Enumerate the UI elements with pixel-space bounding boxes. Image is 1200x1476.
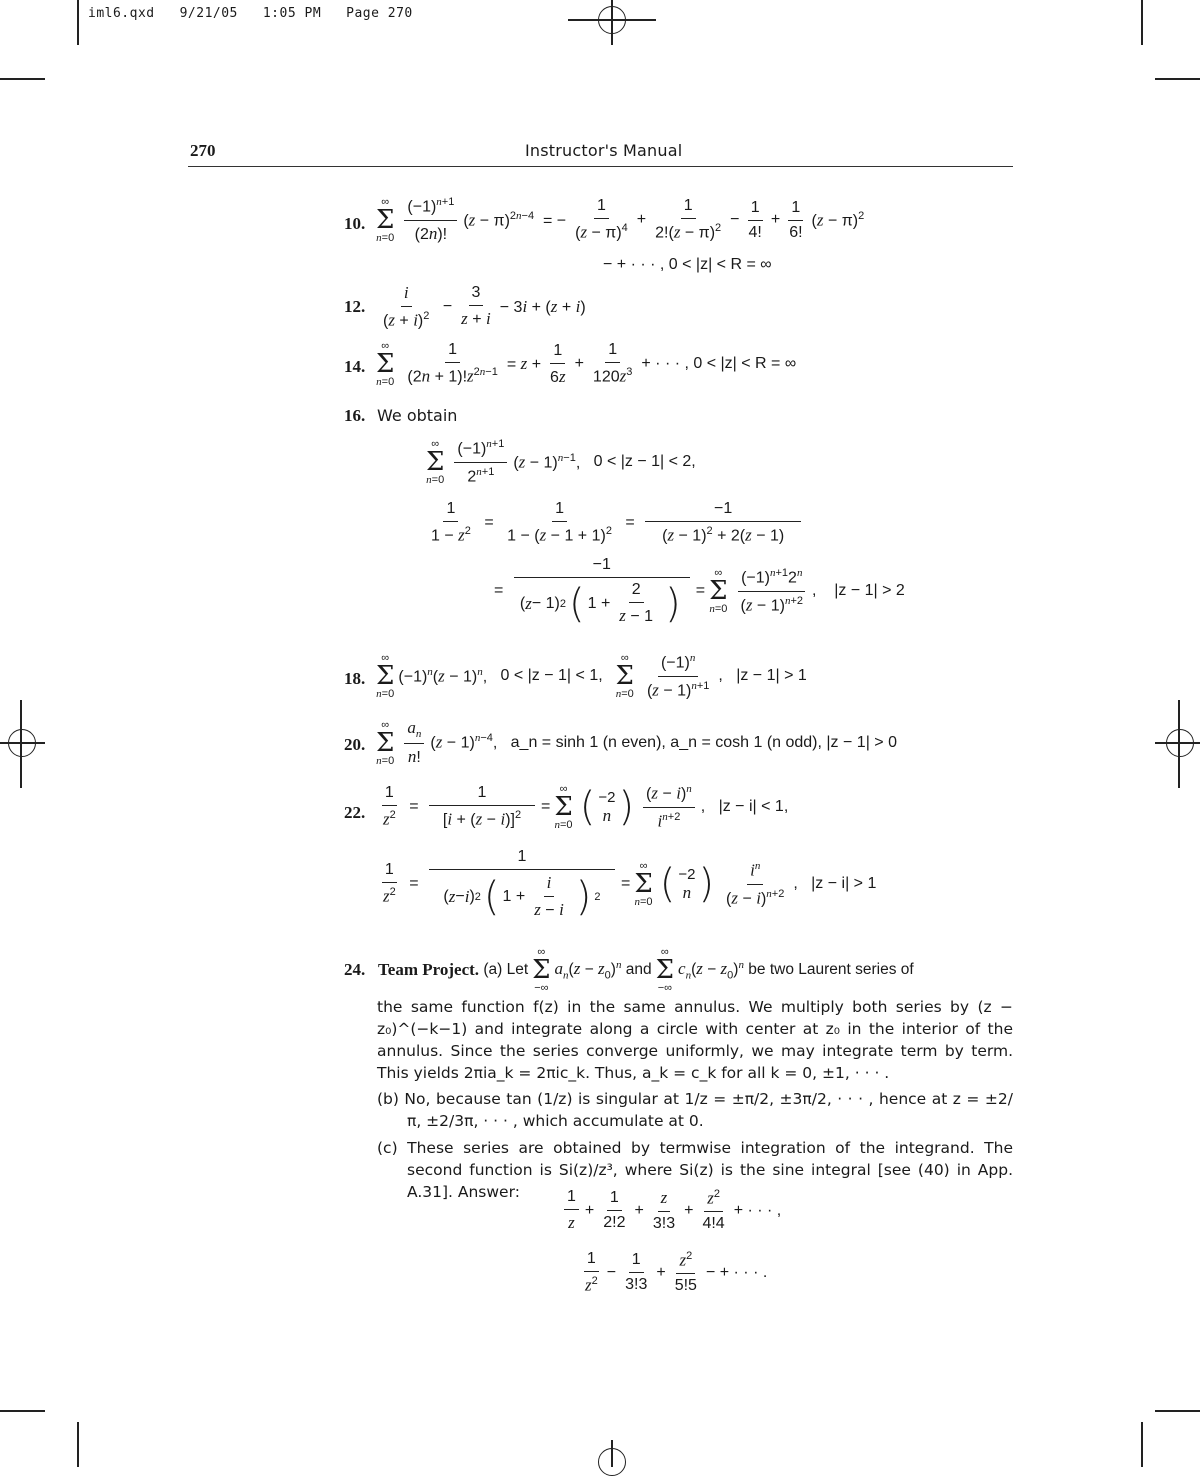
equation: $\frac{1}{1 - z^2}$ = $\frac{1}{1 - (z - 1 + 1)^2}$ = $\frac{-1}{(z - 1)^2 + 2(z - 1)}$	[422, 500, 807, 545]
team-project-title: Team Project.	[378, 960, 480, 979]
crop-mark	[1141, 0, 1143, 45]
running-title: Instructor's Manual	[525, 141, 683, 160]
part-b: (b) No, because tan (1/z) is singular at 1/z = ±π/2, ±3π/2, · · · , hence at z = ±2/π, ±2/3π, · · · , which accumulate at 0.	[377, 1090, 1013, 1130]
convergence-condition: |z − 1| > 2	[834, 582, 905, 599]
problem-number: 16.	[344, 406, 366, 425]
convergence-condition: 0 < |z − 1| < 1,	[500, 667, 603, 684]
crop-mark	[77, 0, 79, 45]
crop-mark	[1155, 1410, 1200, 1412]
equation: ∞ Σ n=0 $\frac{1}{(2n + 1)!z^{2n-1}}$ = z + $\frac{1}{6z}$ + $\frac{1}{120z^3}$ + · · · , 0 < |z| < R = ∞	[376, 340, 797, 388]
coefficient-definition: a_n = sinh 1 (n even), a_n = cosh 1 (n odd), |z − 1| > 0	[510, 733, 897, 751]
equation: ∞ Σ n=0 $\frac{(-1)^{n+1}}{(2n)!}$ $(z - \pi)^{2n-4}$ = − $\frac{1}{(z - \pi)^4}$ + $\frac{1}{2!(z - \pi)^2}$ − $\frac{1}{4!}$ + $\frac{1}{6!}$ $(z - \pi)^2$	[376, 196, 865, 244]
equation-tail: + · · · , 0 < |z| < R = ∞	[641, 355, 797, 372]
answer-series-1: $\frac{1}{z}$ + $\frac{1}{2!2}$ + $\frac{z}{3!3}$ + $\frac{z^2}{4!4}$ + · · · ,	[558, 1188, 781, 1233]
crop-mark	[0, 1410, 45, 1412]
crop-mark	[0, 78, 45, 80]
equation: ∞ Σ n=0 $(-1)^n(z - 1)^n$, 0 < |z − 1| < 1, ∞ Σ n=0 $\frac{(-1)^n}{(z - 1)^{n+1}}$ , |z − 1| > 1	[376, 652, 807, 700]
equation-continuation: − + · · · , 0 < |z| < R = ∞	[603, 256, 772, 273]
page-number: 270	[190, 141, 216, 160]
header-rule	[188, 166, 1013, 167]
problem-number: 10.	[344, 214, 366, 233]
part-a-end: be two Laurent series of	[748, 961, 914, 978]
crop-mark	[77, 1422, 79, 1467]
equation: $\frac{1}{z^2}$ = 1 ( z − i ) 2 ( 1 + $\frac{i}{z - i}$ ) 2 = ∞ Σ n=0 ( −2 n ) $\frac{i^n}{(z - i)^{n+2}}$ , |z − i| > 1	[383, 848, 877, 920]
problem-number: 20.	[344, 735, 366, 754]
part-a-lead: (a) Let	[483, 961, 529, 978]
equation: $\frac{1}{z^2}$ = $\frac{1}{[i + (z - i)]^2}$ = ∞ Σ n=0 ( −2 n ) $\frac{(z - i)^n}{i^{n+2}}$ , |z − i| < 1,	[383, 783, 789, 831]
problem-number: 22.	[344, 803, 366, 822]
problem-number: 14.	[344, 357, 366, 376]
convergence-condition: |z − i| < 1,	[718, 798, 789, 815]
team-project-heading: Team Project. (a) Let ∞ Σ −∞ $a_n(z - z_0)^n$ and ∞ Σ −∞ $c_n(z - z_0)^n$ be two Laurent series of	[378, 946, 914, 994]
problem-number: 18.	[344, 669, 366, 688]
convergence-condition: |z − 1| > 1	[736, 667, 807, 684]
file-slug: iml6.qxd 9/21/05 1:05 PM Page 270	[88, 6, 413, 21]
equation: = −1 ( z − 1) 2 ( 1 + $\frac{2}{z - 1}$ ) = ∞ Σ n=0 $\frac{(-1)^{n+1}2^n}{(z - 1)^{n+2}}$ , |z − 1| > 2	[494, 556, 905, 627]
part-c: (c) These series are obtained by termwise integration of the integrand. The second function is Si(z)/z³, where Si(z) is the sine integral [see (40) in App. A.31]. Answer:	[377, 1139, 1013, 1201]
registration-mark-icon	[8, 729, 36, 757]
part-a-mid: and	[625, 961, 652, 978]
equation: ∞ Σ n=0 $\frac{(-1)^{n+1}}{2^{n+1}}$ $(z - 1)^{n-1}$, 0 < |z − 1| < 2,	[426, 438, 696, 486]
problem-number: 24.	[344, 960, 366, 979]
equation: $\frac{i}{(z + i)^2}$ − $\frac{3}{z + i}$ − 3i + (z + i)	[383, 283, 586, 330]
problem-number: 12.	[344, 297, 366, 316]
convergence-condition: 0 < |z − 1| < 2,	[593, 453, 696, 470]
crop-mark	[1141, 1422, 1143, 1467]
registration-mark-icon	[1166, 729, 1194, 757]
problem-intro: We obtain	[377, 406, 458, 425]
answer-series-2: $\frac{1}{z^2}$ − $\frac{1}{3!3}$ + $\frac{z^2}{5!5}$ − + · · · .	[585, 1250, 768, 1295]
crop-mark	[1155, 78, 1200, 80]
equation: ∞ Σ n=0 $\frac{a_n}{n!}$ $(z - 1)^{n-4}$, a_n = sinh 1 (n even), a_n = cosh 1 (n odd), |z − 1| > 0	[376, 718, 897, 767]
convergence-condition: |z − i| > 1	[811, 875, 877, 892]
registration-mark-icon	[598, 6, 626, 34]
part-a-body: the same function f(z) in the same annulus. We multiply both series by (z − z₀)^(−k−1) and integrate along a circle with center at z₀ in the interior of the annulus. Since the series converge uniformly, we may integrate term by term. This yields 2πia_k = 2πic_k. Thus, a_k = c_k for all k = 0, ±1, · · · .	[377, 998, 1013, 1082]
registration-mark-icon	[598, 1448, 626, 1476]
